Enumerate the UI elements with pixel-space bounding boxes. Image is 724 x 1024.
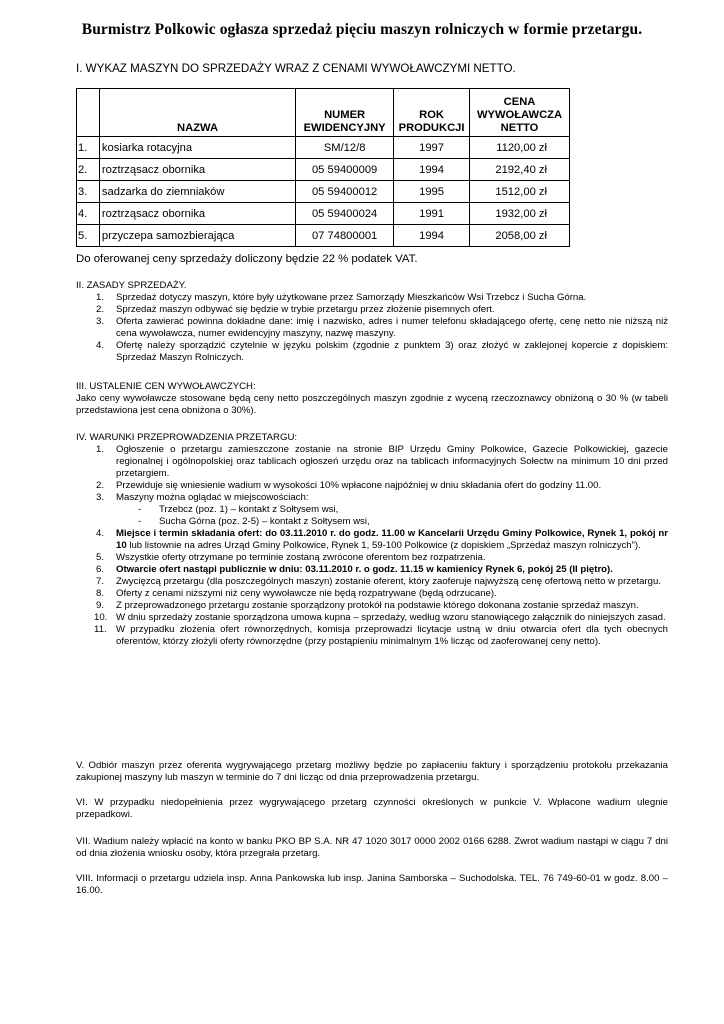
section-3-heading: III. USTALENIE CEN WYWOŁAWCZYCH: — [76, 381, 256, 392]
list-item: 6. Otwarcie ofert nastąpi publicznie w dniu: 03.11.2010 r. o godz. 11.15 w kamienicy Rynek 6, pokój 25 (II piętro). — [96, 564, 613, 575]
section-4-heading: IV. WARUNKI PRZEPROWADZENIA PRZETARGU: — [76, 432, 298, 443]
cell-cena: 1512,00 zł — [470, 181, 570, 203]
cell-nazwa: roztrząsacz obornika — [99, 203, 295, 225]
section-7: VII. Wadium należy wpłacić na konto w banku PKO BP S.A. NR 47 1020 3017 0000 2002 0166 6288. Zwrot wadium nastąpi w ciągu 7 dni od dnia złożenia wniosku osoby, która przegrała przetarg. — [76, 836, 668, 859]
cell-rok: 1997 — [394, 137, 470, 159]
header-nazwa: NAZWA — [99, 89, 295, 137]
list-item: 9. Z przeprowadzonego przetargu zostanie sporządzony protokół na podstawie którego dokonana zostanie sprzedaż maszyn. — [96, 600, 639, 611]
table-row — [77, 225, 570, 247]
cell-nazwa: sadzarka do ziemniaków — [99, 181, 295, 203]
section-2 — [76, 280, 668, 364]
cell-numer: 05 59400012 — [296, 181, 394, 203]
section-2-heading: II. ZASADY SPRZEDAŻY. — [76, 280, 187, 291]
cell-lp: 2. — [77, 159, 100, 181]
machines-table — [76, 88, 570, 247]
cell-rok: 1994 — [394, 159, 470, 181]
section-3 — [76, 381, 668, 417]
cell-lp: 5. — [77, 225, 100, 247]
table-row — [77, 159, 570, 181]
cell-rok: 1994 — [394, 225, 470, 247]
section-2-list — [76, 292, 668, 364]
table-row — [77, 203, 570, 225]
list-item: 4. Miejsce i termin składania ofert: do 03.11.2010 r. do godz. 11.00 w Kancelarii Urzędu Gminy Polkowice, Rynek 1, pokój nr 10 lub listownie na adres Urząd Gminy Polkowice, Rynek 1, 59-100 Polkowice (z dopiskiem „Sprzedaż maszyn rolniczych”). — [96, 528, 668, 551]
cell-cena: 1932,00 zł — [470, 203, 570, 225]
cell-nazwa: przyczepa samozbierająca — [99, 225, 295, 247]
list-item: 1. Sprzedaż dotyczy maszyn, które były użytkowane przez Samorządy Mieszkańców Wsi Trzebcz i Sucha Górna. — [96, 292, 587, 303]
list-item: 1. Ogłoszenie o przetargu zamieszczone zostanie na stronie BIP Urzędu Gminy Polkowice, Gazecie Polkowickiej, gazecie regionalnej i ogólnopolskiej oraz tablicach ogłoszeń urzędu oraz na tablicach informacyjnych Sołectw na minimum 10 dni przed przetargiem. — [96, 444, 668, 479]
sub-item: - Sucha Górna (poz. 2-5) – kontakt z Sołtysem wsi, — [138, 516, 370, 527]
header-cena: CENA WYWOŁAWCZA NETTO — [470, 89, 570, 137]
list-item: 7. Zwycięzcą przetargu (dla poszczególnych maszyn) zostanie oferent, który zaoferuje najwyższą cenę ofertową netto w przetargu. — [96, 576, 661, 587]
header-lp — [77, 89, 100, 137]
sub-item: - Trzebcz (poz. 1) – kontakt z Sołtysem wsi, — [138, 504, 339, 515]
list-item: 11. W przypadku złożenia ofert równorzędnych, komisja przeprowadzi licytacje ustną w dniu otwarcia ofert dla tych obecnych oferentów, którzy złożyli oferty równorzędne (przy postąpieniu minimalnym 1% licząc od zaoferowanej ceny netto). — [94, 624, 668, 647]
section-8: VIII. Informacji o przetargu udziela insp. Anna Pankowska lub insp. Janina Samborska – Suchodolska. TEL. 76 749-60-01 w godz. 8.00 – 16.00. — [76, 873, 668, 896]
cell-cena: 2192,40 zł — [470, 159, 570, 181]
section-4-list-cont — [76, 528, 668, 648]
cell-lp: 3. — [77, 181, 100, 203]
cell-nazwa: roztrząsacz obornika — [99, 159, 295, 181]
table-row — [77, 137, 570, 159]
section-1-heading: I. WYKAZ MASZYN DO SPRZEDAŻY WRAZ Z CENAMI WYWOŁAWCZYMI NETTO. — [76, 62, 516, 75]
header-rok: ROK PRODUKCJI — [394, 89, 470, 137]
cell-rok: 1995 — [394, 181, 470, 203]
header-numer: NUMER EWIDENCYJNY — [296, 89, 394, 137]
cell-numer: 05 59400009 — [296, 159, 394, 181]
vat-note: Do oferowanej ceny sprzedaży doliczony będzie 22 % podatek VAT. — [76, 253, 418, 265]
section-5: V. Odbiór maszyn przez oferenta wygrywającego przetarg możliwy będzie po zapłaceniu faktury i sporządzeniu protokołu przekazania zakupionej maszyny lub maszyn w terminie do 7 dni licząc od dnia przeprowadzenia przetargu. — [76, 760, 668, 783]
list-item: 3. Maszyny można oglądać w miejscowościach: — [96, 492, 309, 503]
section-3-text: Jako ceny wywoławcze stosowane będą ceny netto poszczególnych maszyn zgodnie z wyceną rzeczoznawcy obniżoną o 30 % (w tabeli przedstawiona jest cena obniżona o 30%). — [76, 393, 668, 416]
table-header-row — [77, 89, 570, 137]
cell-numer: 07 74800001 — [296, 225, 394, 247]
list-item: 2. Przewiduje się wniesienie wadium w wysokości 10% wpłacone najpóźniej w dniu składania ofert do godziny 11.00. — [96, 480, 602, 491]
cell-nazwa: kosiarka rotacyjna — [99, 137, 295, 159]
cell-cena: 1120,00 zł — [470, 137, 570, 159]
cell-rok: 1991 — [394, 203, 470, 225]
table-row — [77, 181, 570, 203]
cell-numer: SM/12/8 — [296, 137, 394, 159]
list-item: 8. Oferty z cenami niższymi niż ceny wywoławcze nie będą rozpatrywane (będą odrzucane). — [96, 588, 497, 599]
list-item: 2. Sprzedaż maszyn odbywać się będzie w trybie przetargu przez złożenie pisemnych ofert. — [96, 304, 495, 315]
list-item: 4. Ofertę należy sporządzić czytelnie w języku polskim (zgodnie z punktem 3) oraz złożyć w zaklejonej kopercie z dopiskiem: Sprzedaż Maszyn Rolniczych. — [96, 340, 668, 363]
section-4 — [76, 432, 668, 648]
list-item: 10. W dniu sprzedaży zostanie sporządzona umowa kupna – sprzedaży, według wzoru stanowiącego załącznik do niniejszych zasad. — [94, 612, 666, 623]
page-title: Burmistrz Polkowic ogłasza sprzedaż pięciu maszyn rolniczych w formie przetargu. — [81, 21, 643, 38]
section-6: VI. W przypadku niedopełnienia przez wygrywającego przetarg czynności określonych w punkcie V. Wpłacone wadium ulegnie przepadkowi. — [76, 797, 668, 820]
list-item: 5. Wszystkie oferty otrzymane po terminie zostaną zwrócone oferentom bez rozpatrzenia. — [96, 552, 486, 563]
cell-lp: 1. — [77, 137, 100, 159]
list-item: 3. Oferta zawierać powinna dokładne dane: imię i nazwisko, adres i numer telefonu składającego ofertę, cenę netto nie niższą niż cena wywoławcza, numer ewidencyjny maszyny, nazwę maszyny. — [96, 316, 668, 339]
cell-numer: 05 59400024 — [296, 203, 394, 225]
section-4-list — [76, 444, 668, 504]
cell-cena: 2058,00 zł — [470, 225, 570, 247]
cell-lp: 4. — [77, 203, 100, 225]
